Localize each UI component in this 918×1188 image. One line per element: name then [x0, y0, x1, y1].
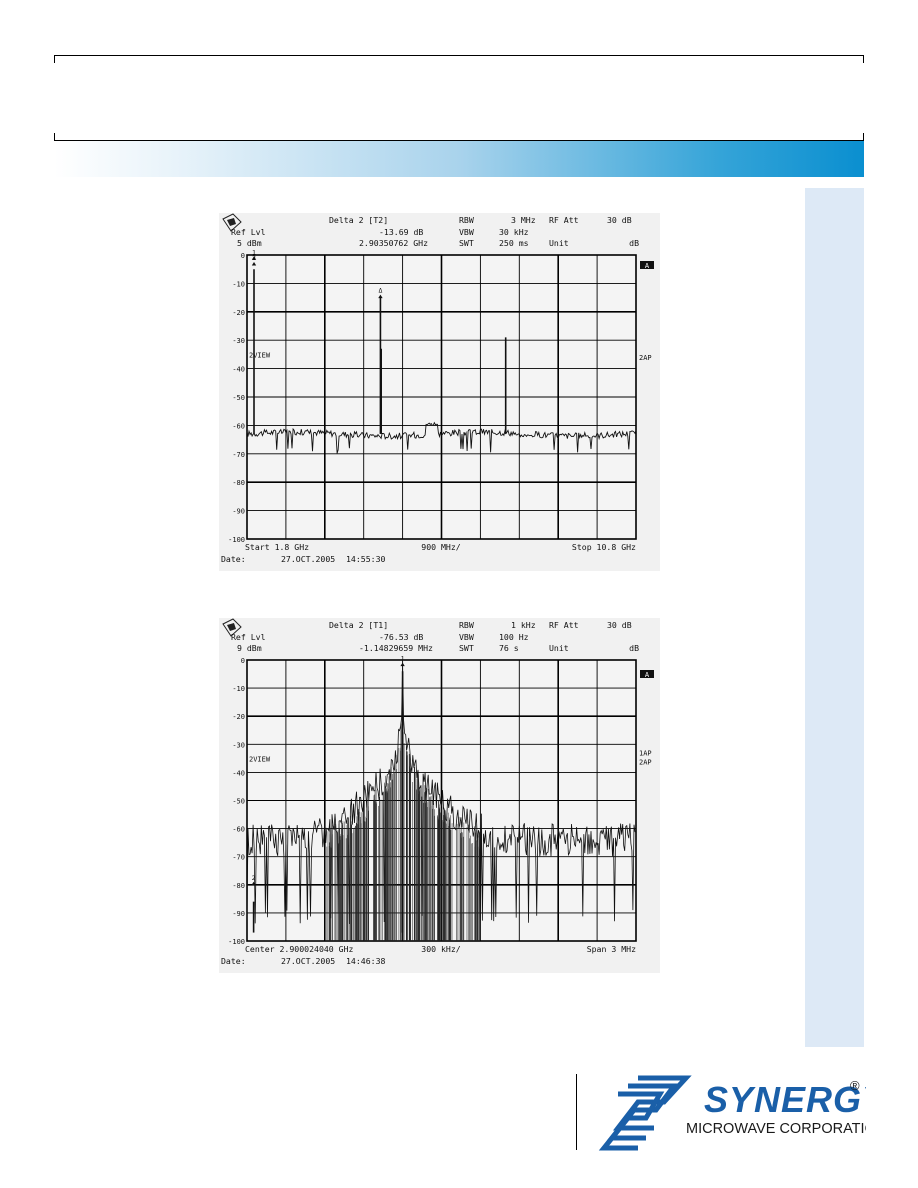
time-value: 14:46:38 [346, 956, 386, 966]
rf-att-label: RF Att [549, 620, 579, 630]
time-value: 14:55:30 [346, 554, 386, 564]
footer-div-label: 300 kHz/ [421, 944, 461, 954]
swt-label: SWT [459, 643, 474, 653]
date-label: Date: [221, 956, 246, 966]
delta-db-value: -13.69 dB [379, 227, 424, 237]
rohde-schwarz-inner-icon [227, 623, 236, 631]
y-tick-label: -90 [232, 909, 245, 918]
y-tick-label: -80 [232, 479, 245, 488]
badge-a-label: A [644, 262, 650, 270]
y-tick-label: -50 [232, 394, 245, 402]
header-tick-left-top [54, 56, 55, 63]
y-tick-label: -60 [232, 422, 245, 431]
swt-value: 76 s [499, 643, 519, 653]
marker-label: 1 [400, 654, 405, 663]
spectrum-plot-close-in [219, 618, 660, 973]
date-value: 27.OCT.2005 [281, 554, 336, 564]
logo-name: SYNERG [704, 1079, 863, 1120]
trace-view-label: 2VIEW [249, 351, 271, 360]
trace-view-label: 2VIEW [249, 755, 271, 764]
swt-label: SWT [459, 238, 474, 248]
rbw-value: 3 MHz [511, 215, 536, 225]
header-tick-left-bottom [54, 133, 55, 140]
header-tick-right-top [863, 56, 864, 63]
marker-label: Δ [378, 286, 383, 295]
date-label: Date: [221, 554, 246, 564]
y-tick-label: 0 [240, 657, 245, 665]
synergy-logo [594, 1072, 866, 1154]
y-tick-label: -10 [232, 685, 245, 694]
y-tick-label: -40 [232, 769, 245, 778]
unit-value: dB [629, 238, 639, 248]
header-tick-right-bottom [863, 133, 864, 140]
marker-label: 2 [252, 253, 256, 262]
logo-registered: ® [850, 1078, 860, 1093]
y-tick-label: -30 [232, 741, 245, 750]
logo-subtitle: MICROWAVE CORPORATI [686, 1121, 865, 1137]
y-tick-label: -100 [228, 938, 245, 946]
marker-label: 1 [252, 248, 256, 257]
vbw-value: 100 Hz [499, 632, 529, 642]
ref-level-value: 5 dBm [237, 238, 262, 248]
delta-freq-value: -1.14829659 MHz [359, 643, 433, 653]
spectrum-svg [219, 213, 660, 571]
rf-att-value: 30 dB [607, 620, 632, 630]
y-tick-label: -50 [232, 797, 245, 806]
rohde-schwarz-inner-icon [227, 218, 236, 226]
vbw-value: 30 kHz [499, 227, 529, 237]
y-tick-label: -20 [232, 713, 245, 722]
unit-label: Unit [549, 238, 569, 248]
rf-att-label: RF Att [549, 215, 579, 225]
y-tick-label: -30 [232, 337, 245, 346]
spectrum-svg [219, 618, 660, 973]
delta-freq-value: 2.90350762 GHz [359, 238, 429, 248]
trace-ap-label: 2AP [639, 758, 652, 767]
rbw-label: RBW [459, 215, 474, 225]
y-tick-label: -60 [232, 825, 245, 834]
vbw-label: VBW [459, 632, 474, 642]
unit-value: dB [629, 643, 639, 653]
footer-stop-label: Stop 10.8 GHz [571, 542, 636, 552]
ref-level-label: Ref Lvl [231, 632, 266, 642]
y-tick-label: -10 [232, 280, 245, 289]
swt-value: 250 ms [499, 238, 529, 248]
badge-a-label: A [644, 671, 650, 679]
date-value: 27.OCT.2005 [281, 956, 336, 966]
y-tick-label: -70 [232, 450, 245, 459]
footer-start-label: Start 1.8 GHz [245, 542, 310, 552]
vbw-label: VBW [459, 227, 474, 237]
y-tick-label: -70 [232, 853, 245, 862]
footer-divider [576, 1074, 577, 1150]
ref-level-value: 9 dBm [237, 643, 262, 653]
spectrum-plot-wideband [219, 213, 660, 571]
rbw-label: RBW [459, 620, 474, 630]
trace-ap-label: 2AP [639, 354, 652, 363]
delta-db-value: -76.53 dB [379, 632, 424, 642]
header-title: Delta 2 [T1] [329, 620, 389, 630]
rf-att-value: 30 dB [607, 215, 632, 225]
footer-stop-label: Span 3 MHz [586, 944, 636, 954]
header-title: Delta 2 [T2] [329, 215, 389, 225]
unit-label: Unit [549, 643, 569, 653]
y-tick-label: -100 [228, 536, 245, 544]
y-tick-label: -80 [232, 881, 245, 890]
trace-ap-label: 1AP [639, 749, 652, 758]
synergy-logo-mark-icon [594, 1072, 866, 1154]
plot-grid [247, 255, 636, 539]
rbw-value: 1 kHz [511, 620, 536, 630]
y-tick-label: -90 [232, 507, 245, 516]
y-tick-label: 0 [240, 252, 245, 260]
header-gradient-bar [54, 141, 864, 177]
footer-start-label: Center 2.900024040 GHz [245, 944, 354, 954]
side-panel [805, 188, 864, 1047]
y-tick-label: -20 [232, 308, 245, 317]
marker-label: 2 [251, 873, 256, 882]
y-tick-label: -40 [232, 365, 245, 374]
header-rule-box [54, 55, 864, 141]
footer-div-label: 900 MHz/ [421, 542, 461, 552]
ref-level-label: Ref Lvl [231, 227, 266, 237]
